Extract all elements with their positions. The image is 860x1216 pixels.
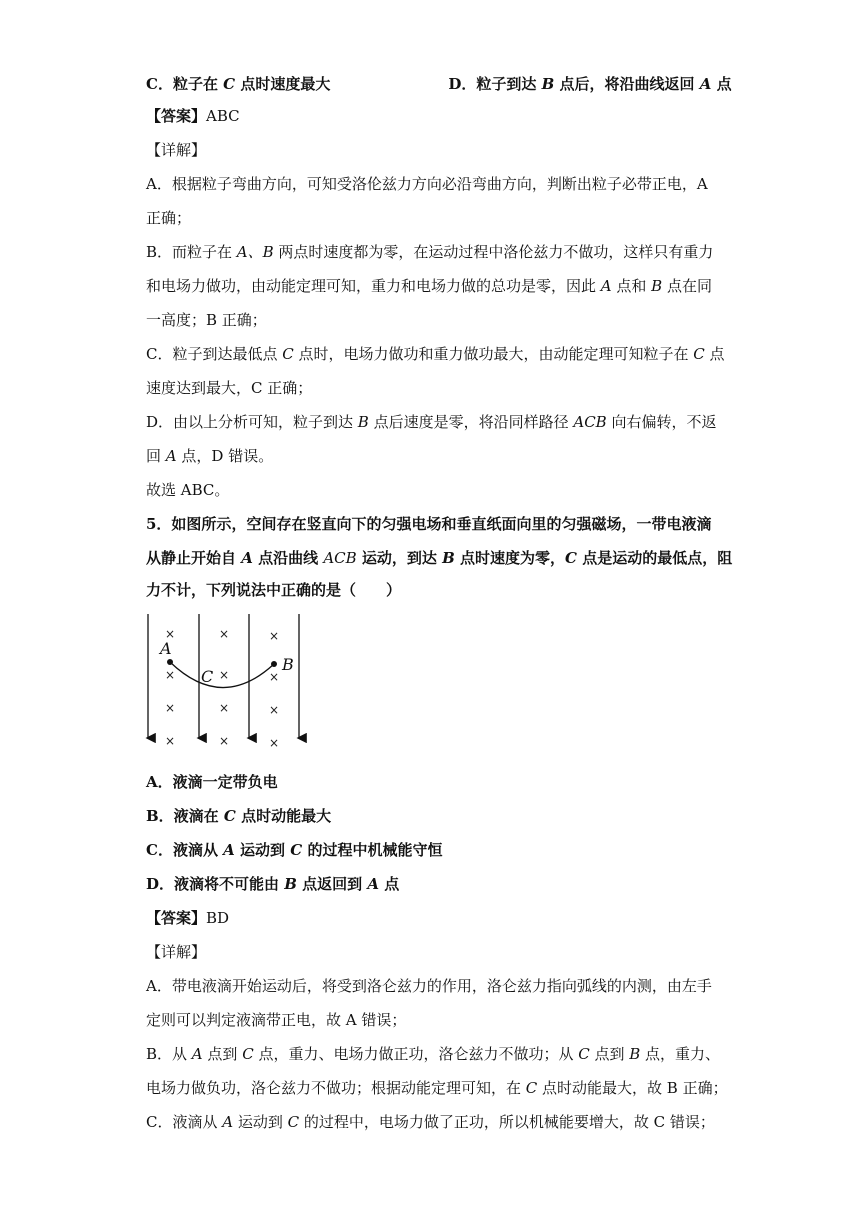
detail-2-label: 【详解】 [146,943,207,961]
label-c: C [201,667,214,686]
option-5c: C．液滴从 A 运动到 C 的过程中机械能守恒 [146,841,443,859]
cross-mark: × [218,627,230,641]
detail-1-a-line2: 正确； [146,209,192,227]
detail-1-d-line1: D．由以上分析可知，粒子到达 B 点后速度是零，将沿同样路径 ACB 向右偏转，不返 [146,413,717,431]
cross-mark: × [164,701,176,715]
option-c-prev: C．粒子在 C 点时速度最大 D．粒子到达 B 点后，将沿曲线返回 A 点 [146,75,732,93]
field-diagram [140,612,320,752]
option-d-prev: D．粒子到达 B 点后，将沿曲线返回 A 点 [448,75,732,93]
detail-2-a-line1: A．带电液滴开始运动后，将受到洛仑兹力的作用，洛仑兹力指向弧线的内测，由左手 [146,977,712,995]
detail-2-c-line1: C．液滴从 A 运动到 C 的过程中，电场力做了正功，所以机械能要增大，故 C 错误； [146,1113,715,1131]
point-b [271,661,277,667]
detail-1-b-line3: 一高度；B 正确； [146,311,267,329]
label-b: B [282,655,294,674]
option-5a: A．液滴一定带负电 [146,773,278,791]
option-5b: B．液滴在 C 点时动能最大 [146,807,332,825]
detail-2-b-line1: B．从 A 点到 C 点，重力、电场力做正功，洛仑兹力不做功；从 C 点到 B 点，重力、 [146,1045,721,1063]
detail-1-b-line1: B．而粒子在 A、B 两点时速度都为零，在运动过程中洛伦兹力不做功，这样只有重力 [146,243,714,261]
cross-mark: × [218,701,230,715]
magnetic-crosses [165,627,279,750]
detail-1-b-line2: 和电场力做功，由动能定理可知，重力和电场力做的总功是零，因此 A 点和 B 点在同 [146,277,712,295]
detail-2-b-line2: 电场力做负功，洛仑兹力不做功；根据动能定理可知，在 C 点时动能最大，故 B 正确； [146,1079,728,1097]
detail-1-a-line1: A．根据粒子弯曲方向，可知受洛伦兹力方向必沿弯曲方向，判断出粒子必带正电，A [146,175,708,193]
point-a [167,659,173,665]
cross-mark: × [268,629,280,643]
cross-mark: × [268,670,280,684]
detail-1-d-line2: 回 A 点，D 错误。 [146,447,274,465]
detail-1-c-line2: 速度达到最大，C 正确； [146,379,313,397]
cross-mark: × [218,734,230,748]
question-5-line1: 5．如图所示，空间存在竖直向下的匀强电场和垂直纸面向里的匀强磁场，一带电液滴 [146,515,712,533]
detail-1-conclusion: 故选 ABC。 [146,481,230,499]
detail-2-a-line2: 定则可以判定液滴带正电，故 A 错误； [146,1011,407,1029]
cross-mark: × [268,736,280,750]
question-5-line3: 力不计，下列说法中正确的是（ ） [146,581,402,599]
answer-1: 【答案】ABC [146,107,240,125]
cross-mark: × [218,668,230,682]
cross-mark: × [164,627,176,641]
detail-1-c-line1: C．粒子到达最低点 C 点时，电场力做功和重力做功最大，由动能定理可知粒子在 C 点 [146,345,725,363]
detail-1-label: 【详解】 [146,141,207,159]
cross-mark: × [268,703,280,717]
cross-mark: × [164,668,176,682]
cross-mark: × [164,734,176,748]
question-5-line2: 从静止开始自 A 点沿曲线 ACB 运动，到达 B 点时速度为零，C 点是运动的最低点，阻 [146,549,733,567]
label-a: A [160,639,172,658]
answer-2: 【答案】BD [146,909,230,927]
option-5d: D．液滴将不可能由 B 点返回到 A 点 [146,875,400,893]
